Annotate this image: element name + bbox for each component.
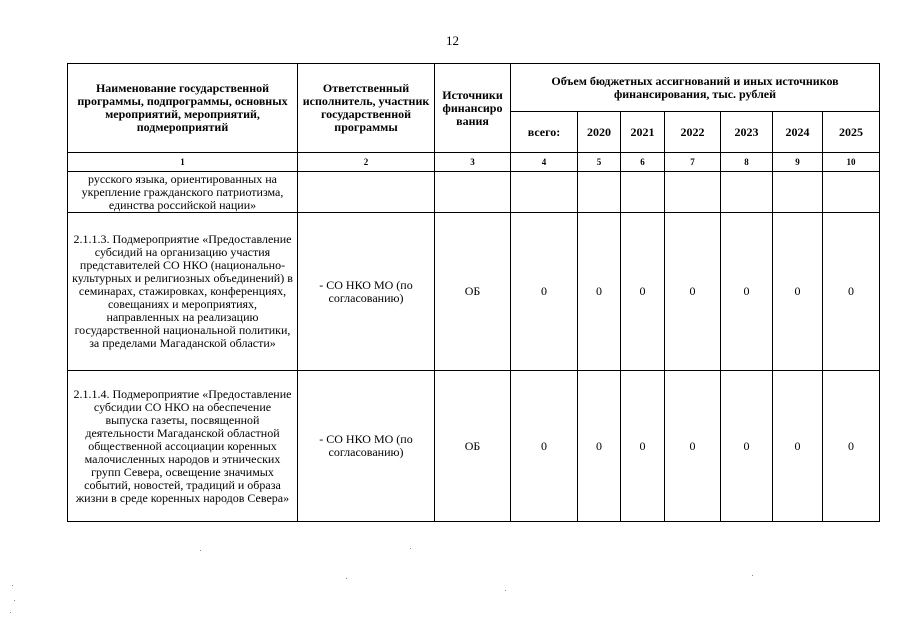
row-value: 0: [721, 213, 773, 371]
row-value: 0: [578, 213, 621, 371]
row-source: ОБ: [435, 213, 511, 371]
budget-table: [67, 63, 880, 522]
header-year: 2025: [823, 112, 880, 153]
table-row: [68, 172, 880, 213]
row-value: 0: [578, 371, 621, 522]
row-value: 0: [773, 371, 823, 522]
row-value: [578, 172, 621, 213]
column-number: 2: [298, 153, 435, 172]
table-row: [68, 213, 880, 371]
row-value: [721, 172, 773, 213]
row-value: [665, 172, 721, 213]
row-value: [823, 172, 880, 213]
row-name: русского языка, ориентированных на укрепление гражданского патриотизма, единства российской нации»: [68, 172, 298, 213]
header-year: 2024: [773, 112, 823, 153]
row-executor: - СО НКО МО (по согласованию): [298, 213, 435, 371]
row-value: [773, 172, 823, 213]
row-value: 0: [823, 213, 880, 371]
row-executor: - СО НКО МО (по согласованию): [298, 371, 435, 522]
column-number: 7: [665, 153, 721, 172]
header-year: 2020: [578, 112, 621, 153]
header-year: 2023: [721, 112, 773, 153]
header-executor: Ответственный исполнитель, участник государственной программы: [298, 64, 435, 153]
row-value: [621, 172, 665, 213]
row-source: [435, 172, 511, 213]
column-number: 4: [511, 153, 578, 172]
column-number: 6: [621, 153, 665, 172]
row-executor: [298, 172, 435, 213]
row-value: 0: [773, 213, 823, 371]
column-number: 10: [823, 153, 880, 172]
column-number: 5: [578, 153, 621, 172]
header-year: 2022: [665, 112, 721, 153]
header-source: Источники финансиро вания: [435, 64, 511, 153]
header-total: всего:: [511, 112, 578, 153]
row-value: 0: [665, 213, 721, 371]
page-number: 12: [446, 33, 459, 48]
header-volume: Объем бюджетных ассигнований и иных источников финансирования, тыс. рублей: [511, 64, 880, 112]
row-value: 0: [621, 371, 665, 522]
row-total: [511, 172, 578, 213]
column-number: 8: [721, 153, 773, 172]
header-year: 2021: [621, 112, 665, 153]
column-number: 3: [435, 153, 511, 172]
column-number-row: [68, 153, 880, 172]
row-value: 0: [823, 371, 880, 522]
row-value: 0: [721, 371, 773, 522]
row-name: 2.1.1.3. Подмероприятие «Предоставление субсидий на организацию участия представителей СО НКО (национально-культурных и религиозных объединений) в семинарах, стажировках, конференциях, совещаниях и мероприятиях, направленных на реализацию государственной национальной политики, за пределами Магаданской области»: [68, 213, 298, 371]
header-name: Наименование государственной программы, подпрограммы, основных мероприятий, мероприятий, подмероприятий: [68, 64, 298, 153]
row-value: 0: [665, 371, 721, 522]
row-total: 0: [511, 371, 578, 522]
table-row: [68, 371, 880, 522]
row-total: 0: [511, 213, 578, 371]
column-number: 1: [68, 153, 298, 172]
column-number: 9: [773, 153, 823, 172]
row-value: 0: [621, 213, 665, 371]
row-source: ОБ: [435, 371, 511, 522]
row-name: 2.1.1.4. Подмероприятие «Предоставление субсидии СО НКО на обеспечение выпуска газеты, посвященной деятельности Магаданской областной общественной ассоциации коренных малочисленных народов и этнических групп Севера, освещение значимых событий, новостей, традиций и образа жизни в среде коренных народов Севера»: [68, 371, 298, 522]
